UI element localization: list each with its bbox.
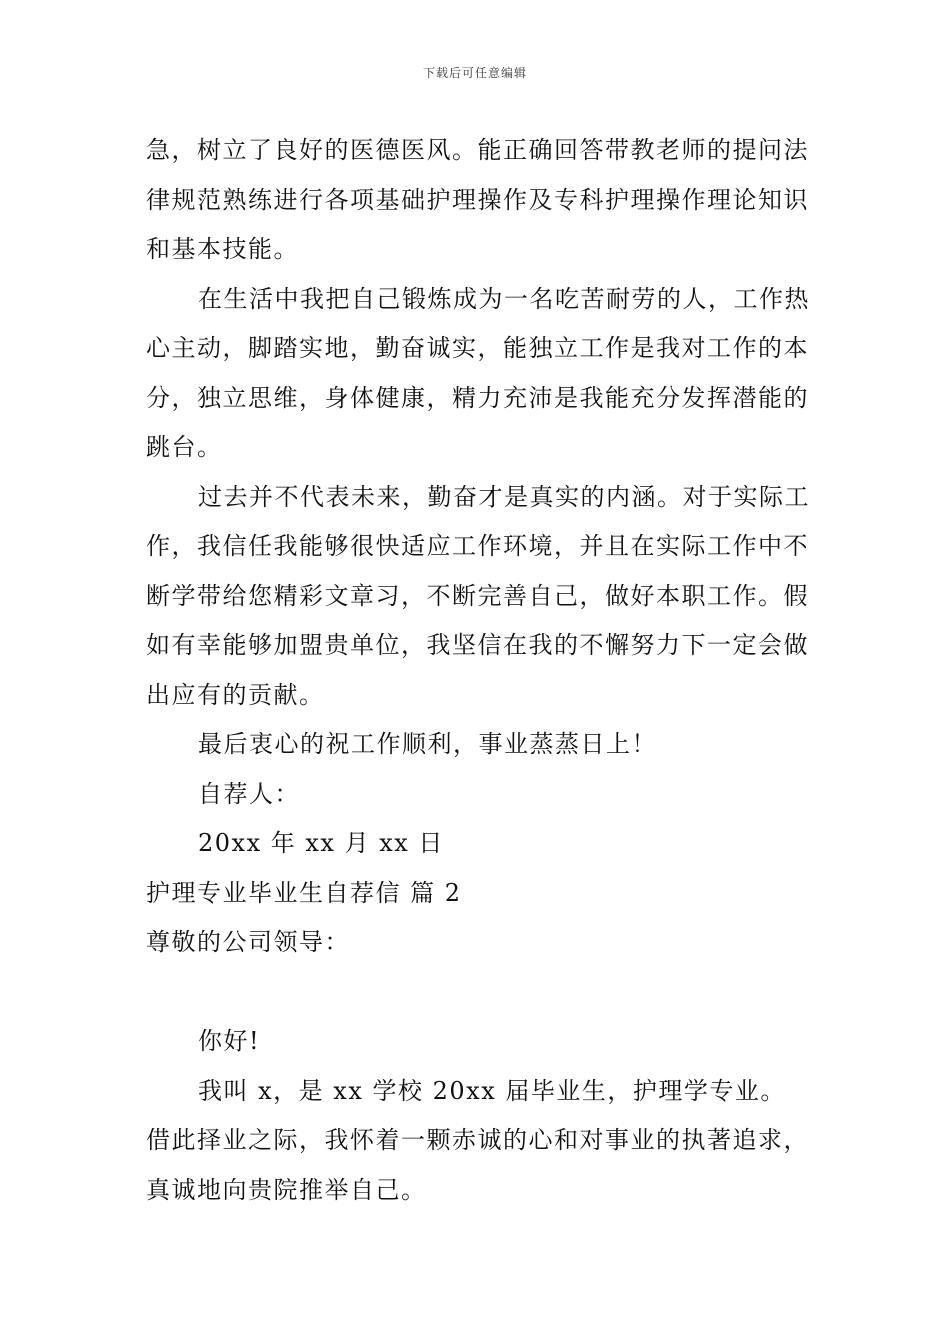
greeting: 你好! bbox=[198, 1027, 261, 1055]
blank-line bbox=[146, 968, 810, 1018]
signer-label: 自荐人： bbox=[198, 779, 300, 808]
paragraph-life: 在生活中我把自己锻炼成为一名吃苦耐劳的人，工作热心主动，脚踏实地，勤奋诚实，能独立工作是我对工作的本分，独立思维，身体健康，精力充沛是我能充分发挥潜能的跳台。 bbox=[146, 284, 810, 461]
section-title: 护理专业毕业生自荐信 篇 2 bbox=[146, 878, 462, 907]
salutation: 尊敬的公司领导： bbox=[146, 928, 350, 956]
closing-wish: 最后衷心的祝工作顺利，事业蒸蒸日上！ bbox=[198, 730, 657, 758]
letter-date: 20xx 年 xx 月 xx 日 bbox=[198, 829, 444, 857]
paragraph-introduction: 我叫 x，是 xx 学校 20xx 届毕业生，护理学专业。借此择业之际，我怀着一颗赤诚的心和对事业的执著追求，真诚地向贵院推举自己。 bbox=[146, 1076, 809, 1204]
paragraph-continuation: 急，树立了良好的医德医风。能正确回答带教老师的提问法律规范熟练进行各项基础护理操作及专科护理操作理论知识和基本技能。 bbox=[146, 136, 809, 263]
paragraph-future: 过去并不代表未来，勤奋才是真实的内涵。对于实际工作，我信任我能够很快适应工作环境，并且在实际工作中不断学带给您精彩文章习，不断完善自己，做好本职工作。假如有幸能够加盟贵单位，我坚信在我的不懈努力下一定会做出应有的贡献。 bbox=[146, 482, 810, 709]
page-header-note: 下载后可任意编辑 bbox=[422, 66, 527, 80]
document-body bbox=[146, 126, 810, 1215]
